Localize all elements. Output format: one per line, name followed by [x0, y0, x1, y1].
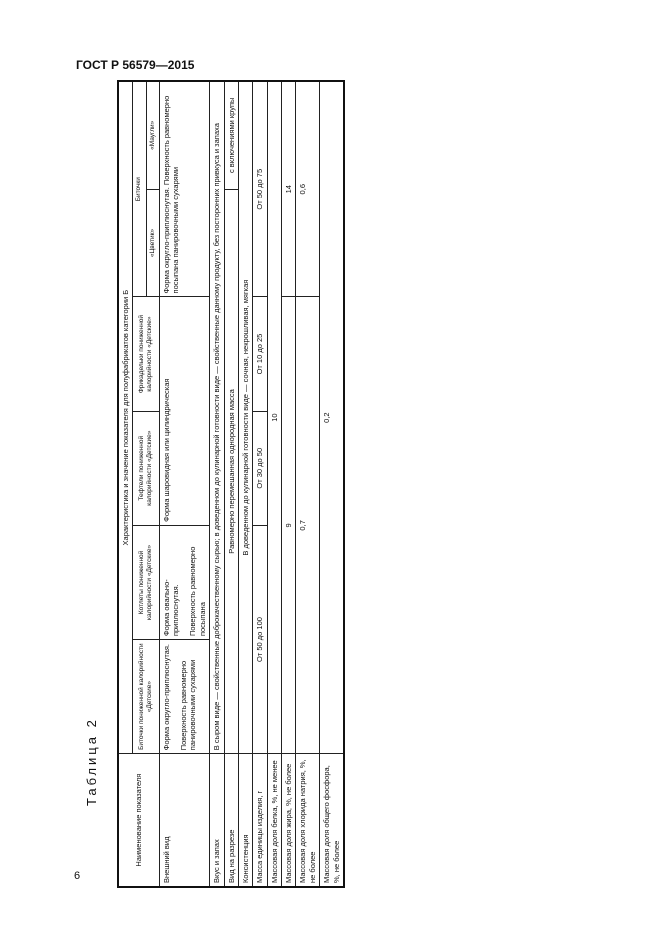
table-row: [159, 81, 210, 887]
table-row: [253, 81, 267, 887]
group-header: Характеристика и значение показателя для полуфабрикатов категории Б: [118, 81, 133, 754]
phosphorus-label: Массовая доля общего фосфора, %, не более: [320, 754, 344, 887]
appearance-kotlety-shape: Форма овально-приплюснутая.: [161, 579, 180, 637]
table-row: [238, 81, 252, 887]
tsvetik-header: «Цветик»: [146, 189, 159, 297]
appearance-bitochki-shape: Форма округло-приплюснутая.: [161, 644, 171, 751]
rotated-table-container: [117, 80, 452, 888]
mass-value-4: От 50 до 75: [253, 81, 267, 297]
table-row: [210, 81, 224, 887]
page-number: 6: [74, 870, 81, 882]
consistency-value: В доведенном до кулинарной готовности виде — сочная, некрошливая, мягкая: [238, 81, 252, 754]
appearance-kotlety-surface: Поверхность равномерно посыпана: [188, 546, 207, 637]
indicator-header: Наименование показателя: [118, 754, 159, 887]
tefteli-header: Тефтели пониженной калорийности «Детские»: [133, 411, 159, 525]
fat-value-2: 14: [282, 81, 296, 297]
bitochki-low-header: Биточки пониженной калорийности «Детские»: [133, 640, 159, 754]
kotlety-header: Котлеты пониженной калорийности «Детские»: [133, 525, 159, 639]
bitochki-header: Биточки: [133, 81, 146, 297]
appearance-tefteli-frikadelki: Форма шаровидная или цилиндрическая: [159, 297, 210, 525]
table-row: [320, 81, 344, 887]
mass-value-2: От 30 до 50: [253, 411, 267, 525]
appearance-bitochki-surface: Поверхность равномерно панировочными сухарями: [179, 659, 198, 751]
cut-groats: с включениями крупы: [224, 81, 238, 189]
taste-label: Вкус и запах: [210, 754, 224, 887]
appearance-bitochki: [159, 640, 210, 754]
table-row: [267, 81, 281, 887]
table-caption: Таблица 2: [84, 717, 99, 806]
appearance-kotlety: [159, 525, 210, 639]
table-row: [224, 81, 238, 887]
fat-label: Массовая доля жира, %, не более: [282, 754, 296, 887]
table-row: [282, 81, 296, 887]
maugli-header: «Маугли»: [146, 81, 159, 189]
salt-value-2: 0,6: [296, 81, 320, 297]
mass-value-1: От 50 до 100: [253, 525, 267, 753]
appearance-tsvetik-maugli: Форма округло-приплюснутая. Поверхность равномерно посыпана панировочными сухарями: [159, 81, 210, 297]
salt-label: Массовая доля хлорида натрия, %, не более: [296, 754, 320, 887]
salt-value-1: 0,7: [296, 297, 320, 754]
document-header: ГОСТ Р 56579—2015: [76, 58, 195, 72]
mass-value-3: От 10 до 25: [253, 297, 267, 411]
mass-label: Масса единицы изделия, г: [253, 754, 267, 887]
phosphorus-value: 0,2: [320, 81, 344, 754]
cut-value: Равномерно перемешанная однородная масса: [224, 189, 238, 754]
protein-label: Массовая доля белка, %, не менее: [267, 754, 281, 887]
frikadelki-header: Фрикадельки пониженной калорийности «Детские»: [133, 297, 159, 411]
fat-value-1: 9: [282, 297, 296, 754]
taste-value: В сыром виде — свойственные доброкачественному сырью; в доведенном до кулинарной готовности виде — свойственные данному продукту, без посторонних привкуса и запаха: [210, 81, 224, 754]
cut-label: Вид на разрезе: [224, 754, 238, 887]
appearance-label: Внешний вид: [159, 754, 210, 887]
table-row: [296, 81, 320, 887]
characteristics-table: [117, 80, 345, 888]
consistency-label: Консистенция: [238, 754, 252, 887]
protein-value: 10: [267, 81, 281, 754]
